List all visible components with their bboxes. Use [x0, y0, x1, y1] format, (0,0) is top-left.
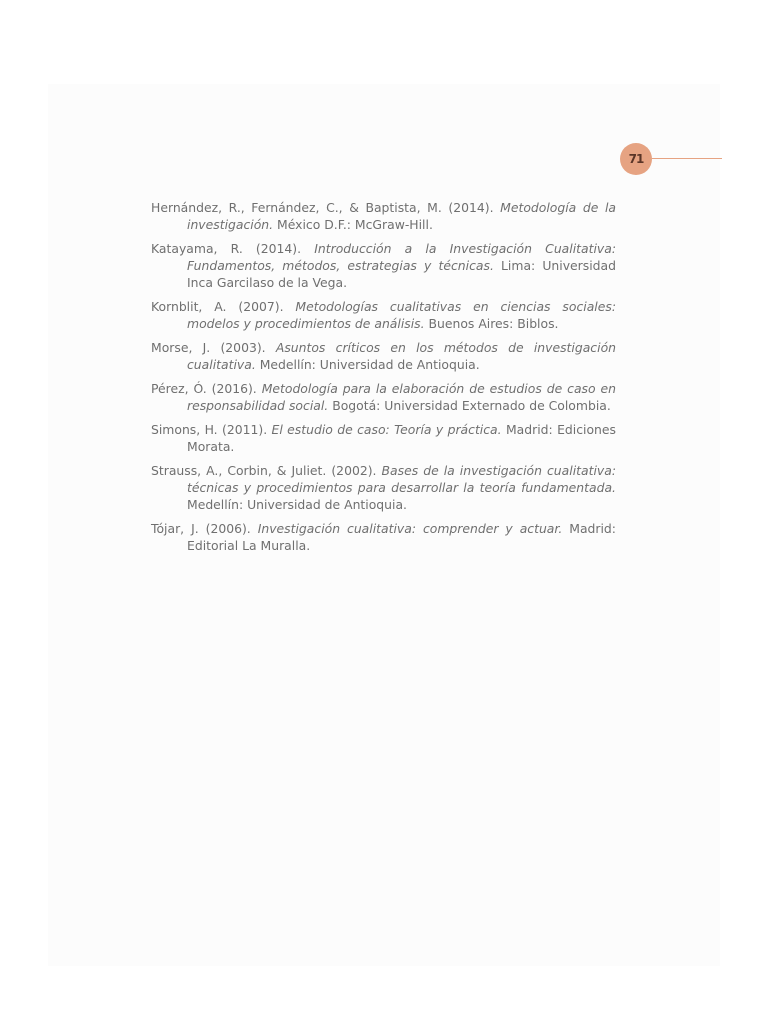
reference-title: Bases de la investigación cualitativa: técnicas y procedimientos para desarrollar la teoría fundamentada. [187, 463, 616, 495]
reference-item [151, 199, 616, 233]
reference-item [151, 380, 616, 414]
reference-title: El estudio de caso: Teoría y práctica. [271, 422, 502, 437]
reference-item [151, 339, 616, 373]
reference-publisher: Buenos Aires: Biblos. [424, 316, 559, 331]
reference-title: Metodologías cualitativas en ciencias sociales: modelos y procedimientos de análisis. [187, 299, 616, 331]
reference-authors: Kornblit, A. (2007). [151, 299, 296, 314]
reference-authors: Katayama, R. (2014). [151, 241, 315, 256]
reference-title: Investigación cualitativa: comprender y actuar. [257, 521, 563, 536]
reference-item [151, 520, 616, 554]
reference-item [151, 298, 616, 332]
page-number-rule [652, 158, 722, 159]
reference-authors: Hernández, R., Fernández, C., & Baptista, M. (2014). [151, 200, 501, 215]
reference-publisher: Lima: Universidad Inca Garcilaso de la Vega. [187, 258, 616, 290]
reference-item [151, 462, 616, 513]
page-number-badge [620, 143, 652, 175]
reference-item [151, 240, 616, 291]
reference-authors: Tójar, J. (2006). [151, 521, 258, 536]
reference-title: Introducción a la Investigación Cualitativa: Fundamentos, métodos, estrategias y técnicas. [187, 241, 616, 273]
reference-authors: Pérez, Ó. (2016). [151, 381, 262, 396]
reference-title: Metodología para la elaboración de estudios de caso en responsabilidad social. [187, 381, 616, 413]
reference-item [151, 421, 616, 455]
page-number: 71 [628, 152, 644, 166]
reference-title: Asuntos críticos en los métodos de investigación cualitativa. [187, 340, 616, 372]
reference-publisher: Madrid: Editorial La Muralla. [187, 521, 616, 553]
reference-publisher: Medellín: Universidad de Antioquia. [255, 357, 480, 372]
reference-title: Metodología de la investigación. [187, 200, 617, 232]
reference-authors: Strauss, A., Corbin, & Juliet. (2002). [151, 463, 382, 478]
reference-publisher: Madrid: Ediciones Morata. [187, 422, 616, 454]
reference-publisher: México D.F.: McGraw-Hill. [273, 217, 433, 232]
reference-publisher: Medellín: Universidad de Antioquia. [187, 497, 408, 512]
reference-authors: Morse, J. (2003). [151, 340, 276, 355]
reference-list [151, 199, 616, 561]
reference-publisher: Bogotá: Universidad Externado de Colombia. [328, 398, 611, 413]
reference-authors: Simons, H. (2011). [151, 422, 272, 437]
